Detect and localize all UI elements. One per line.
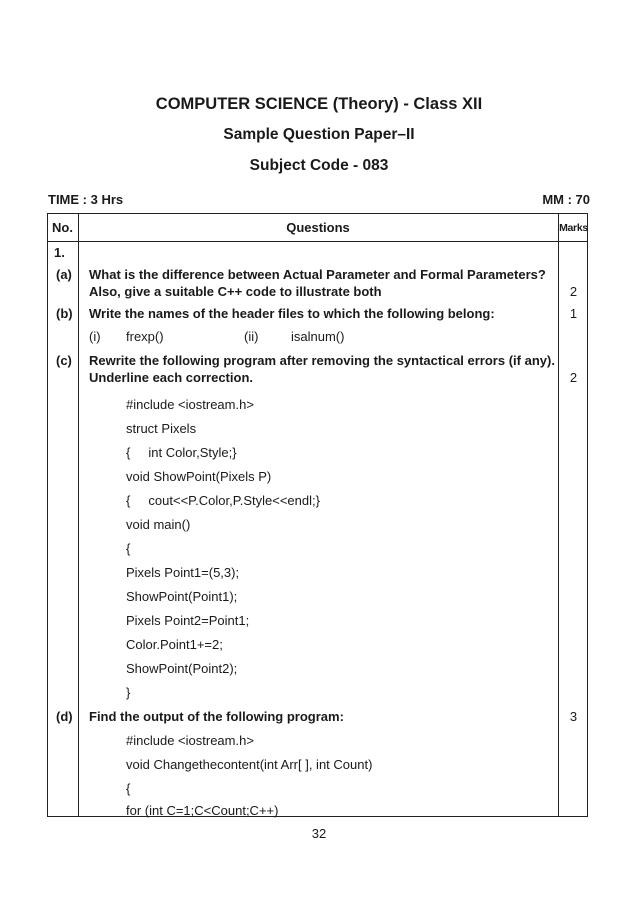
part-c-line1: Rewrite the following program after removing the syntactical errors (if any).	[89, 353, 555, 368]
code-line: ShowPoint(Point1);	[126, 589, 238, 604]
part-label-c: (c)	[56, 353, 72, 368]
code-line: { int Color,Style;}	[126, 445, 237, 460]
column-header-marks: Marks	[559, 222, 588, 234]
paper-title: COMPUTER SCIENCE (Theory) - Class XII	[155, 95, 483, 113]
part-c-line2: Underline each correction.	[89, 370, 253, 385]
time-allowed: TIME : 3 Hrs	[48, 192, 124, 207]
question-table	[47, 213, 588, 817]
column-header-questions: Questions	[286, 220, 350, 235]
code-line: Color.Point1+=2;	[126, 637, 223, 652]
question-number: 1.	[54, 245, 65, 260]
code-line: Pixels Point2=Point1;	[126, 613, 250, 628]
code-line: {	[126, 541, 131, 556]
code-line: void ShowPoint(Pixels P)	[126, 469, 272, 484]
code-line: #include <iostream.h>	[126, 397, 254, 412]
header-row-divider	[48, 241, 587, 242]
marks-b: 1	[569, 306, 578, 321]
code-line: #include <iostream.h>	[126, 733, 254, 748]
code-line: struct Pixels	[126, 421, 197, 436]
option-i: frexp()	[126, 329, 164, 344]
max-marks: MM : 70	[542, 192, 590, 207]
code-line: for (int C=1;C<Count;C++)	[126, 803, 279, 818]
marks-c: 2	[569, 370, 578, 385]
code-line: }	[126, 685, 131, 700]
page-number: 32	[311, 826, 327, 841]
code-line: void main()	[126, 517, 191, 532]
marks-a: 2	[569, 284, 578, 299]
option-label-ii: (ii)	[244, 329, 259, 344]
part-label-b: (b)	[56, 306, 73, 321]
part-b-text: Write the names of the header files to which the following belong:	[89, 306, 495, 321]
code-line: { cout<<P.Color,P.Style<<endl;}	[126, 493, 320, 508]
code-line: ShowPoint(Point2);	[126, 661, 238, 676]
part-d-text: Find the output of the following program:	[89, 709, 344, 724]
code-line: Pixels Point1=(5,3);	[126, 565, 240, 580]
paper-subtitle: Sample Question Paper–II	[223, 126, 415, 143]
subject-code: Subject Code - 083	[249, 157, 389, 174]
column-divider	[78, 214, 79, 816]
option-ii: isalnum()	[291, 329, 345, 344]
code-line: {	[126, 781, 131, 796]
column-header-no: No.	[52, 220, 73, 235]
code-line: void Changethecontent(int Arr[ ], int Count)	[126, 757, 373, 772]
part-a-line1: What is the difference between Actual Parameter and Formal Parameters?	[89, 267, 546, 282]
part-label-a: (a)	[56, 267, 72, 282]
option-label-i: (i)	[89, 329, 101, 344]
marks-d: 3	[569, 709, 578, 724]
part-a-line2: Also, give a suitable C++ code to illustrate both	[89, 284, 382, 299]
part-label-d: (d)	[56, 709, 73, 724]
